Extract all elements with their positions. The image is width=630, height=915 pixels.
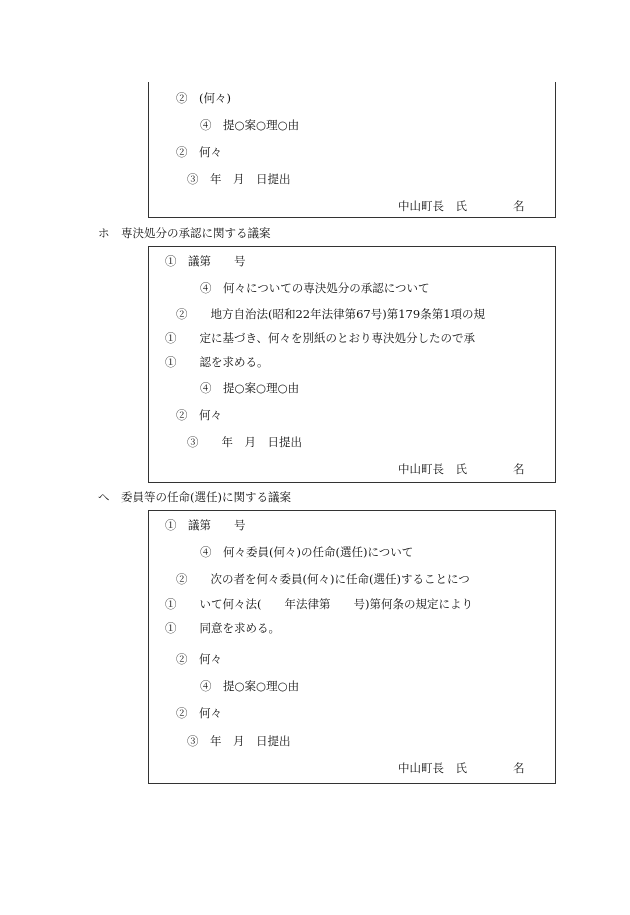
ho-heading: ホ 専決処分の承認に関する議案 — [98, 226, 271, 240]
he-line-2: ④ 何々委員(何々)の任命(選任)について — [200, 545, 414, 559]
ho-line-5: ① 認を求める。 — [165, 355, 269, 369]
prev-line-2: ④ 提○案○理○由 — [200, 118, 300, 132]
ho-line-4: ① 定に基づき、何々を別紙のとおり専決処分したので承 — [165, 331, 476, 345]
ho-signature: 中山町長 氏 名 — [398, 462, 525, 476]
he-line-5: ① 同意を求める。 — [165, 621, 280, 635]
he-line-3: ② 次の者を何々委員(何々)に任命(選任)することにつ — [176, 572, 470, 586]
he-line-1: ① 議第 号 — [165, 518, 246, 532]
he-line-4: ① いて何々法( 年法律第 号)第何条の規定により — [165, 597, 473, 611]
he-line-8: ② 何々 — [176, 706, 222, 720]
he-line-6: ② 何々 — [176, 652, 222, 666]
ho-line-3: ② 地方自治法(昭和22年法律第67号)第179条第1項の規 — [176, 307, 486, 321]
he-line-7: ④ 提○案○理○由 — [200, 679, 300, 693]
ho-line-6: ④ 提○案○理○由 — [200, 381, 300, 395]
he-heading: へ 委員等の任命(選任)に関する議案 — [98, 490, 291, 504]
ho-line-1: ① 議第 号 — [165, 254, 246, 268]
ho-line-2: ④ 何々についての専決処分の承認について — [200, 281, 430, 295]
he-line-9: ③ 年 月 日提出 — [187, 734, 291, 748]
he-signature: 中山町長 氏 名 — [398, 761, 525, 775]
prev-line-3: ② 何々 — [176, 145, 222, 159]
ho-line-7: ② 何々 — [176, 408, 222, 422]
ho-line-8: ③ 年 月 日提出 — [187, 435, 302, 449]
prev-line-4: ③ 年 月 日提出 — [187, 172, 291, 186]
prev-signature: 中山町長 氏 名 — [398, 199, 525, 213]
prev-line-1: ② (何々) — [176, 91, 231, 105]
